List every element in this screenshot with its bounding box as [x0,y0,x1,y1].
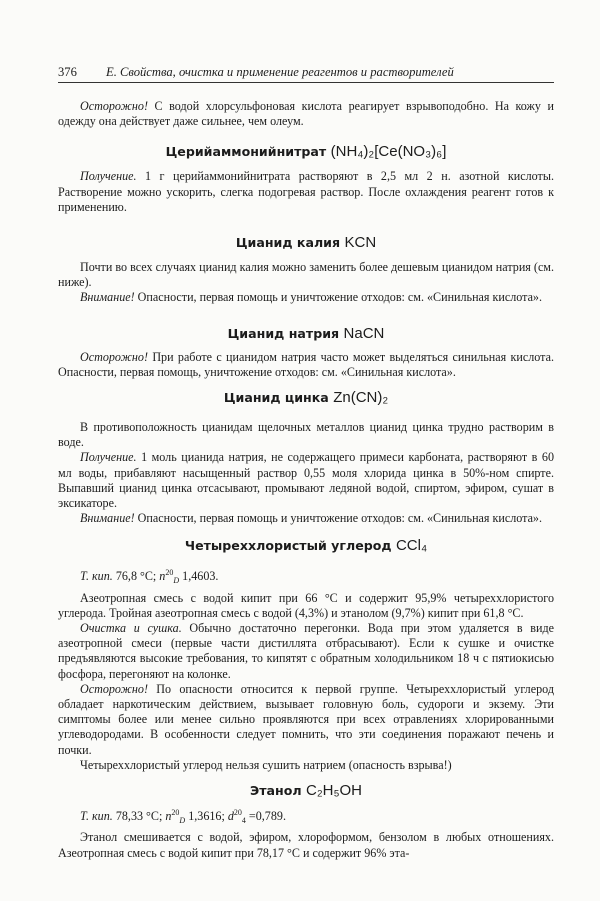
heading-sodium-cyanide [58,324,554,344]
book-page [58,64,554,861]
page-number: 376 [58,65,77,79]
heading-zinc-cyanide [58,388,554,408]
heading-formula: Zn(CN)₂ [333,389,389,407]
heading-formula: CCl₄ [395,537,428,555]
heading-formula: C₂H₅OH [305,782,363,800]
ccl4-sodium-note: Четыреххлористый углерод нельзя сушить натрием (опасность взрыва!) [80,757,452,772]
prep-text: 1 моль цианида натрия, не содержащего примеси карбоната, растворяют в 60 мл воды, прибавляют насыщенный раствор 0,55 моля хлорида цинка в 50%-ном спирте. Выпавший цианид цинка отсасывают, промывают ледяной водой, спиртом, эфиром, сушат в эксикаторе. [58,450,554,511]
warning-label: Внимание! [80,290,135,305]
prep-label: Получение. [80,169,137,184]
warning-text: При работе с цианидом натрия часто может выделяться синильная кислота. Опасности, первая помощь, уничтожение отходов: см. «Синильная кислота». [58,349,554,379]
heading-ceric-ammonium-nitrate [58,142,554,162]
temp-superscript: 20 [171,808,180,818]
zncn-text: В противоположность цианидам щелочных металлов цианид цинка трудно растворим в воде. [58,420,554,450]
kcn-text: Почти во всех случаях цианид калия можно заменить более дешевым цианидом натрия (см. ниже). [58,260,554,290]
heading-title: Цианид натрия [227,325,340,341]
ceric-preparation [58,169,554,215]
warning-text: По опасности относится к первой группе. Четыреххлористый углерод обладает наркотическим действием, вызывает головную боль, судороги и экзему. Эти симптомы более или менее сильно проявляются при всех отравлениях хлорированными углеводородами. В особенности следует помнить, что эти соединения поражают печень и почки. [58,681,554,757]
ethanol-text: Этанол смешивается с водой, эфиром, хлороформом, бензолом в любых отношениях. Азеотропная смесь с водой кипит при 78,17 °C и содержит 96% эта- [58,830,554,860]
warning-label: Внимание! [80,511,135,526]
running-head [58,64,554,81]
heading-formula: NaCN [343,324,385,342]
ethanol-constants [58,805,554,828]
refractive-index-symbol: n [159,569,166,584]
heading-formula: KCN [344,234,377,252]
bp-value: 78,33 °C; [112,809,166,824]
refractive-index-value: 1,4603. [179,569,219,584]
density-value: =0,789. [245,809,286,824]
d-subscript: D [173,576,180,586]
header-rule [58,82,554,83]
heading-title: Этанол [249,783,302,799]
density-ref-subscript: 4 [241,816,246,826]
purification-label: Очистка и сушка. [80,621,182,636]
warning-text: Опасности, первая помощь и уничтожение отходов: см. «Синильная кислота». [134,511,543,526]
nacn-warning [58,350,554,380]
warning-label: Осторожно! [80,681,148,696]
warning-text: С водой хлорсульфоновая кислота реагирует взрывоподобно. На кожу и одежду она действует даже сильнее, чем олеум. [58,99,554,129]
ccl4-constants [58,565,554,588]
zncn-warning [58,511,554,526]
heading-potassium-cyanide [58,233,554,253]
temp-superscript: 20 [165,568,174,578]
d-subscript: D [179,816,186,826]
warning-label: Осторожно! [80,99,148,113]
heading-formula: (NH₄)₂[Ce(NO₃)₆] [330,143,447,161]
bp-label: Т. кип. [80,569,113,584]
heading-title: Четыреххлористый углерод [184,538,392,554]
ccl4-azeotrope: Азеотропная смесь с водой кипит при 66 °C и содержит 95,9% четыреххлористого углерода. Тройная азеотропная смесь с водой (4,3%) и этанолом (9,7%) кипит при 61,8 °C. [58,590,554,620]
purification-text: Обычно достаточно перегонки. Вода при этом удаляется в виде азеотропной смеси (первые части дистиллята отбрасывают). Если к сушке и очистке предъявляются высокие требования, то кипятят с обратным холодильником 18 ч с пятиокисью фосфора, перегоняют на колонке. [58,621,554,681]
warning-text: Опасности, первая помощь и уничтожение отходов: см. «Синильная кислота». [134,290,543,305]
ccl4-warning [58,682,554,758]
running-title: Е. Свойства, очистка и применение реагентов и растворителей [106,65,454,79]
zncn-preparation [58,450,554,511]
bp-value: 76,8 °C; [112,569,160,584]
warning-label: Осторожно! [80,349,148,364]
prep-text: 1 г церийаммонийнитрата растворяют в 2,5 мл 2 н. азотной кислоты. Растворение можно ускорить, слегка подогревая раствор. После охлаждения реагент готов к применению. [58,169,554,214]
ccl4-purification [58,621,554,682]
chlorosulfonic-warning [58,99,554,129]
heading-title: Цианид цинка [223,390,329,406]
refractive-index-value: 1,3616; [185,809,228,824]
heading-ethanol [58,781,554,801]
density-symbol: d [227,809,234,824]
kcn-warning [58,290,554,305]
density-temp-superscript: 20 [233,808,242,818]
heading-carbon-tetrachloride [58,536,554,556]
refractive-index-symbol: n [165,809,172,824]
prep-label: Получение. [80,450,137,465]
heading-title: Цианид калия [235,235,341,251]
bp-label: Т. кип. [80,809,113,824]
heading-title: Церийаммонийнитрат [165,144,327,160]
